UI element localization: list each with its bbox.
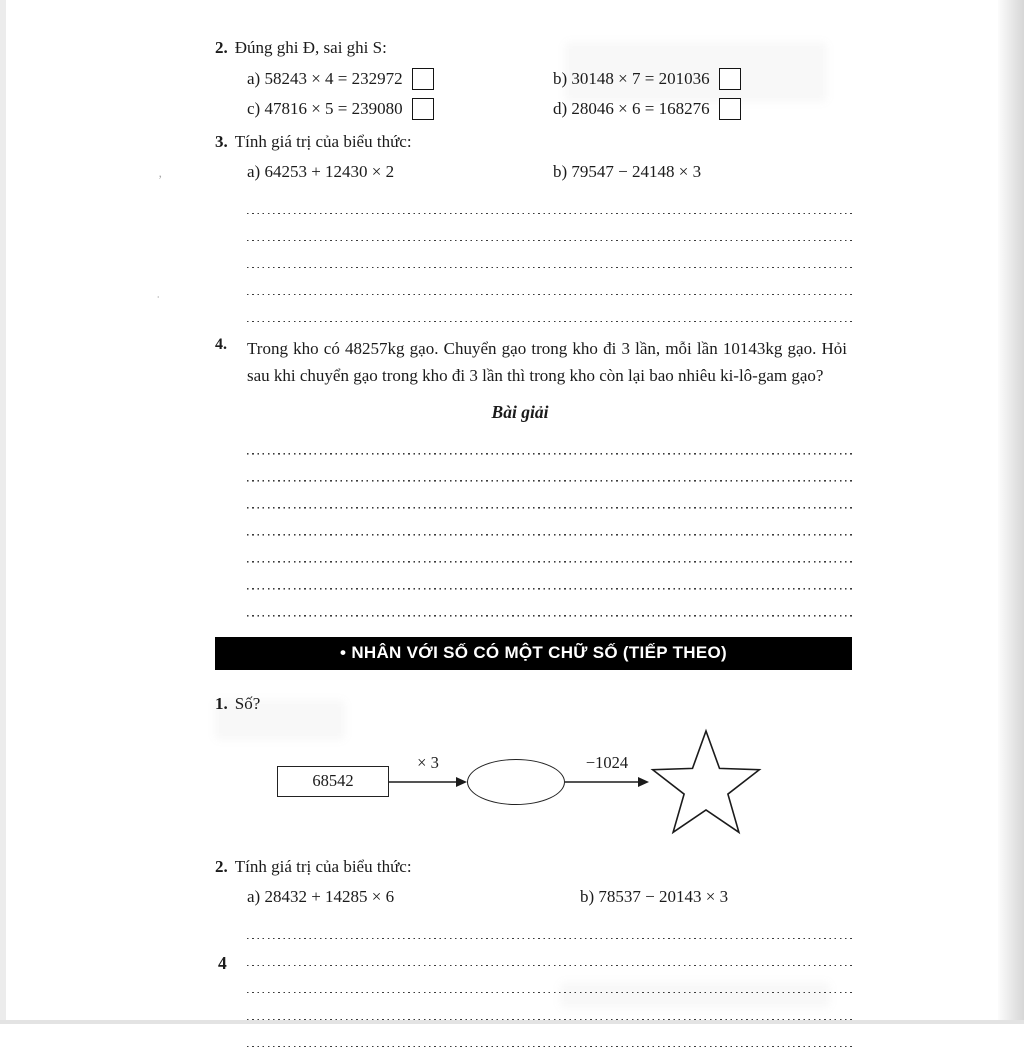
dotted-answer-line bbox=[247, 482, 852, 509]
start-number-box: 68542 bbox=[277, 766, 389, 797]
dotted-answer-line bbox=[247, 912, 852, 939]
dotted-answer-line bbox=[247, 295, 852, 322]
equation-text: d) 28046 × 6 = 168276 bbox=[553, 98, 710, 118]
problem-title: Tính giá trị của biểu thức: bbox=[234, 856, 412, 876]
answer-box bbox=[719, 98, 741, 120]
true-false-grid bbox=[247, 68, 852, 120]
word-problem-text: Trong kho có 48257kg gạo. Chuyển gạo trong kho đi 3 lần, mỗi lần 10143kg gạo. Hỏi sau khi chuyển gạo trong kho đi 3 lần thì trong kho còn lại bao nhiêu ki-lô-gam gạo? bbox=[247, 339, 847, 385]
page-content bbox=[215, 36, 852, 1047]
dotted-answer-line bbox=[247, 590, 852, 617]
tf-item-d bbox=[553, 98, 852, 120]
dotted-answer-line bbox=[247, 214, 852, 241]
page-number: 4 bbox=[218, 953, 227, 973]
dotted-answer-line bbox=[247, 563, 852, 590]
problem-number: 4. bbox=[215, 336, 227, 354]
operation-arrow-1 bbox=[389, 750, 467, 814]
answer-box bbox=[412, 68, 434, 90]
problem-3-heading bbox=[215, 130, 852, 155]
expression-a: a) 64253 + 12430 × 2 bbox=[247, 162, 395, 182]
tf-item-c bbox=[247, 98, 553, 120]
dotted-answer-line bbox=[247, 455, 852, 482]
dotted-answer-line bbox=[247, 966, 852, 993]
dotted-answer-line bbox=[247, 428, 852, 455]
expression-a: a) 28432 + 14285 × 6 bbox=[247, 887, 395, 907]
dotted-answer-line bbox=[247, 509, 852, 536]
dotted-answer-line bbox=[247, 939, 852, 966]
dotted-answer-line bbox=[247, 187, 852, 214]
scan-edge-left bbox=[0, 0, 6, 1024]
equation-text: b) 30148 × 7 = 201036 bbox=[553, 68, 710, 88]
number-chain-diagram bbox=[277, 723, 852, 841]
star-placeholder bbox=[646, 726, 766, 838]
scan-speck: ˌ bbox=[156, 283, 161, 298]
dotted-answer-line bbox=[247, 536, 852, 563]
scan-speck: ʼ bbox=[158, 172, 163, 187]
problem-number: 3. bbox=[215, 131, 228, 151]
problem-1-heading bbox=[215, 692, 852, 717]
problem-title: Đúng ghi Đ, sai ghi S: bbox=[234, 38, 387, 57]
expression-row bbox=[247, 162, 852, 182]
equation-text: c) 47816 × 5 = 239080 bbox=[247, 98, 403, 118]
problem-number: 2. bbox=[215, 856, 228, 876]
answer-box bbox=[719, 68, 741, 90]
scan-edge-right bbox=[998, 0, 1024, 1024]
answer-lines bbox=[247, 428, 852, 617]
dotted-answer-line bbox=[247, 1020, 852, 1047]
answer-lines bbox=[247, 912, 852, 1047]
expression-b: b) 78537 − 20143 × 3 bbox=[580, 887, 729, 907]
operation-arrow-2 bbox=[565, 750, 649, 814]
answer-lines bbox=[247, 187, 852, 322]
solution-heading: Bài giải bbox=[491, 401, 549, 422]
tf-item-b bbox=[553, 68, 852, 90]
problem-title: Tính giá trị của biểu thức: bbox=[234, 131, 412, 151]
answer-box bbox=[412, 98, 434, 120]
expression-b: b) 79547 − 24148 × 3 bbox=[553, 162, 702, 182]
arrow-right-icon bbox=[565, 776, 649, 788]
problem-number: 2. bbox=[215, 38, 228, 57]
problem-title: Số? bbox=[234, 693, 261, 713]
problem-number: 1. bbox=[215, 693, 228, 713]
equation-text: a) 58243 × 4 = 232972 bbox=[247, 68, 403, 88]
problem-2-heading bbox=[215, 36, 852, 61]
dotted-answer-line bbox=[247, 241, 852, 268]
operation-label-2: −1024 bbox=[585, 752, 629, 772]
tf-item-a bbox=[247, 68, 553, 90]
dotted-answer-line bbox=[247, 993, 852, 1020]
ellipse-placeholder bbox=[467, 759, 565, 805]
section-title-banner: • NHÂN VỚI SỐ CÓ MỘT CHỮ SỐ (TIẾP THEO) bbox=[215, 637, 852, 670]
arrow-right-icon bbox=[389, 776, 467, 788]
operation-label-1: × 3 bbox=[417, 752, 439, 772]
dotted-answer-line bbox=[247, 268, 852, 295]
problem-4 bbox=[215, 336, 852, 389]
expression-row bbox=[247, 887, 852, 907]
problem-2b-heading bbox=[215, 855, 852, 880]
